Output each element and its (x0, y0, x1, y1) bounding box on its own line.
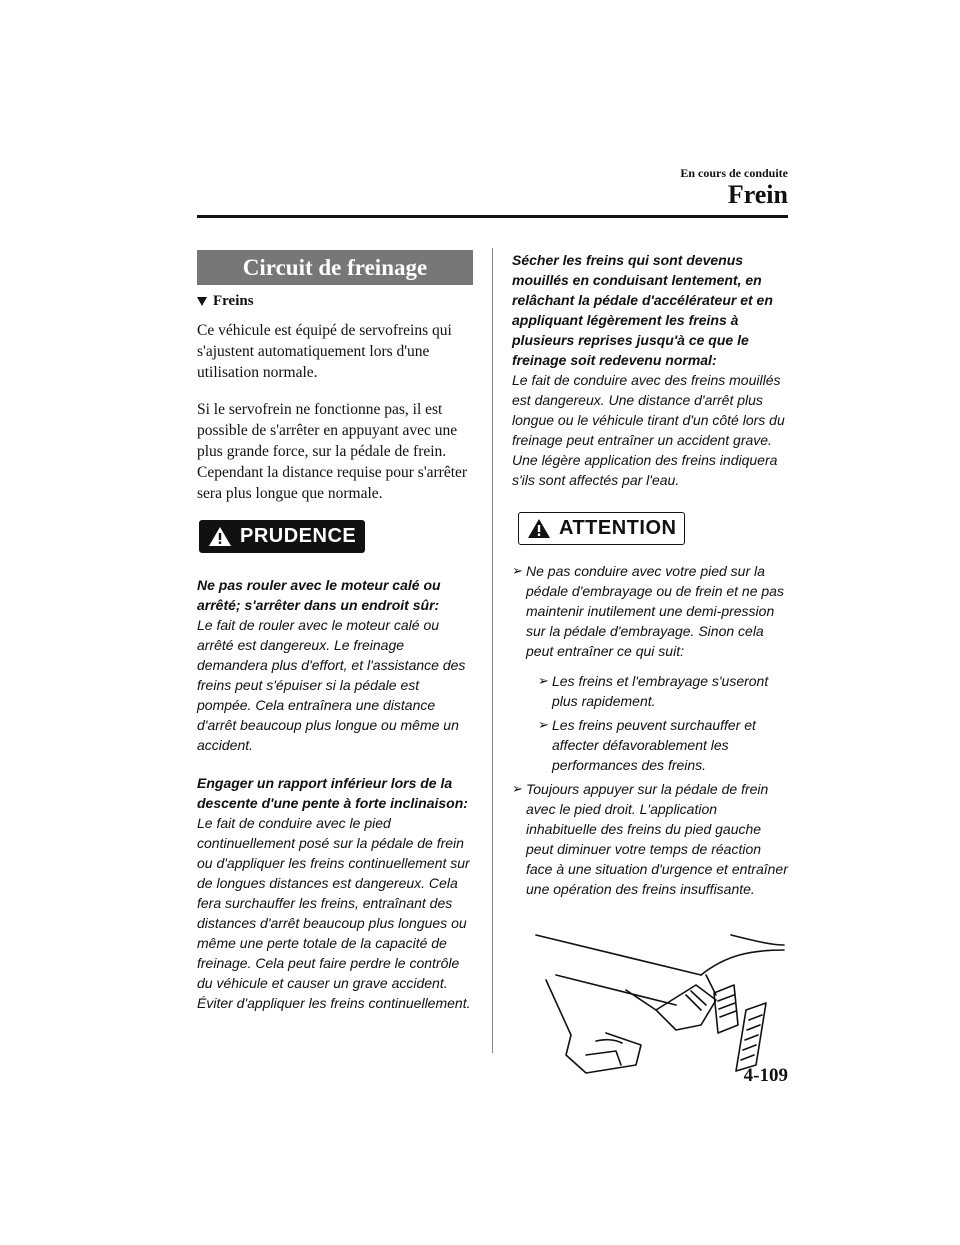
warning-body: Le fait de conduire avec le pied continuellement posé sur la pédale de frein ou d'appliquer les freins continuellement sur de longues distances est dangereux. Cela fera surchauffer les freins, entraînant des distances d'arrêt beaucoup plus longues ou même une perte totale de la capacité de freinage. Cela peut faire perdre le contrôle du véhicule et causer un grave accident. Éviter d'appliquer les freins continuellement. (197, 815, 471, 1011)
warning-title: Sécher les freins qui sont devenus mouillés en conduisant lentement, en relâchant la pédale d'accélérateur et en appliquant légèrement les freins à plusieurs reprises jusqu'à ce que le freinage soit redevenu normal: (512, 252, 773, 368)
list-item-text: Toujours appuyer sur la pédale de frein avec le pied droit. L'application inhabituelle des freins du pied gauche peut diminuer votre temps de réaction face à une situation d'urgence et entraîner une opération des freins insuffisante. (526, 781, 788, 897)
paragraph: Ce véhicule est équipé de servofreins qui s'ajustent automatiquement lors d'une utilisation normale. (197, 322, 452, 381)
warning-title: Engager un rapport inférieur lors de la descente d'une pente à forte inclinaison: (197, 775, 468, 811)
list-item-text: Les freins peuvent surchauffer et affecter défavorablement les performances des freins. (552, 717, 756, 773)
prudence-label-box (199, 520, 365, 553)
list-item-text: Ne pas conduire avec votre pied sur la pédale d'embrayage ou de frein et ne pas maintenir inutilement une demi-pression sur la pédale d'embrayage. Sinon cela peut entraîner ce qui suit: (526, 563, 784, 659)
page-number: 4-109 (743, 1065, 788, 1086)
warning-block (512, 250, 790, 490)
paragraph: Si le servofrein ne fonctionne pas, il est possible de s'arrêter en appuyant avec une plus grande force, sur la pédale de frein. Cependant la distance requise pour s'arrêter sera plus longue que normale. (197, 401, 468, 502)
header-rule (197, 215, 788, 218)
down-triangle-icon (197, 297, 207, 306)
column-divider (492, 248, 493, 1053)
warning-triangle-icon (527, 518, 551, 539)
attention-sublist (538, 671, 790, 775)
list-item-text: Les freins et l'embrayage s'useront plus rapidement. (552, 673, 769, 709)
arrow-bullet-icon: ➢ (512, 563, 523, 578)
left-column (197, 250, 473, 1013)
pedal-illustration-svg (526, 915, 786, 1075)
warning-title: Ne pas rouler avec le moteur calé ou arrêté; s'arrêter dans un endroit sûr: (197, 577, 441, 613)
page-title: Frein (727, 180, 788, 209)
warning-triangle-icon (208, 526, 232, 547)
subheading-text: Freins (213, 293, 254, 309)
warning-body: Le fait de conduire avec des freins mouillés est dangereux. Une distance d'arrêt plus longue ou le véhicule tirant d'un côté lors du freinage peut entraîner un accident grave. Une légère application des freins indiquera s'ils sont affectés par l'eau. (512, 372, 785, 488)
warning-block (197, 575, 473, 755)
arrow-bullet-icon: ➢ (538, 717, 549, 732)
section-banner: Circuit de freinage (197, 250, 473, 285)
prudence-label: PRUDENCE (240, 525, 357, 547)
warning-body: Le fait de rouler avec le moteur calé ou arrêté est dangereux. Le freinage demandera plus d'effort, et l'assistance des freins peut s'épuiser si la pédale est pompée. Cela entraînera une distance d'arrêt beaucoup plus longue ou même un accident. (197, 617, 466, 753)
attention-label: ATTENTION (559, 517, 677, 539)
arrow-bullet-icon: ➢ (512, 781, 523, 796)
arrow-bullet-icon: ➢ (538, 673, 549, 688)
list-item (512, 561, 790, 775)
list-item (538, 671, 790, 711)
attention-list (512, 561, 790, 899)
chapter-label: En cours de conduite (680, 166, 788, 180)
list-item (538, 715, 790, 775)
subheading (197, 293, 473, 310)
pedal-illustration (526, 915, 790, 1080)
warning-block (197, 773, 473, 1013)
attention-label-box (518, 512, 685, 545)
list-item (512, 779, 790, 899)
right-column (512, 250, 790, 1080)
